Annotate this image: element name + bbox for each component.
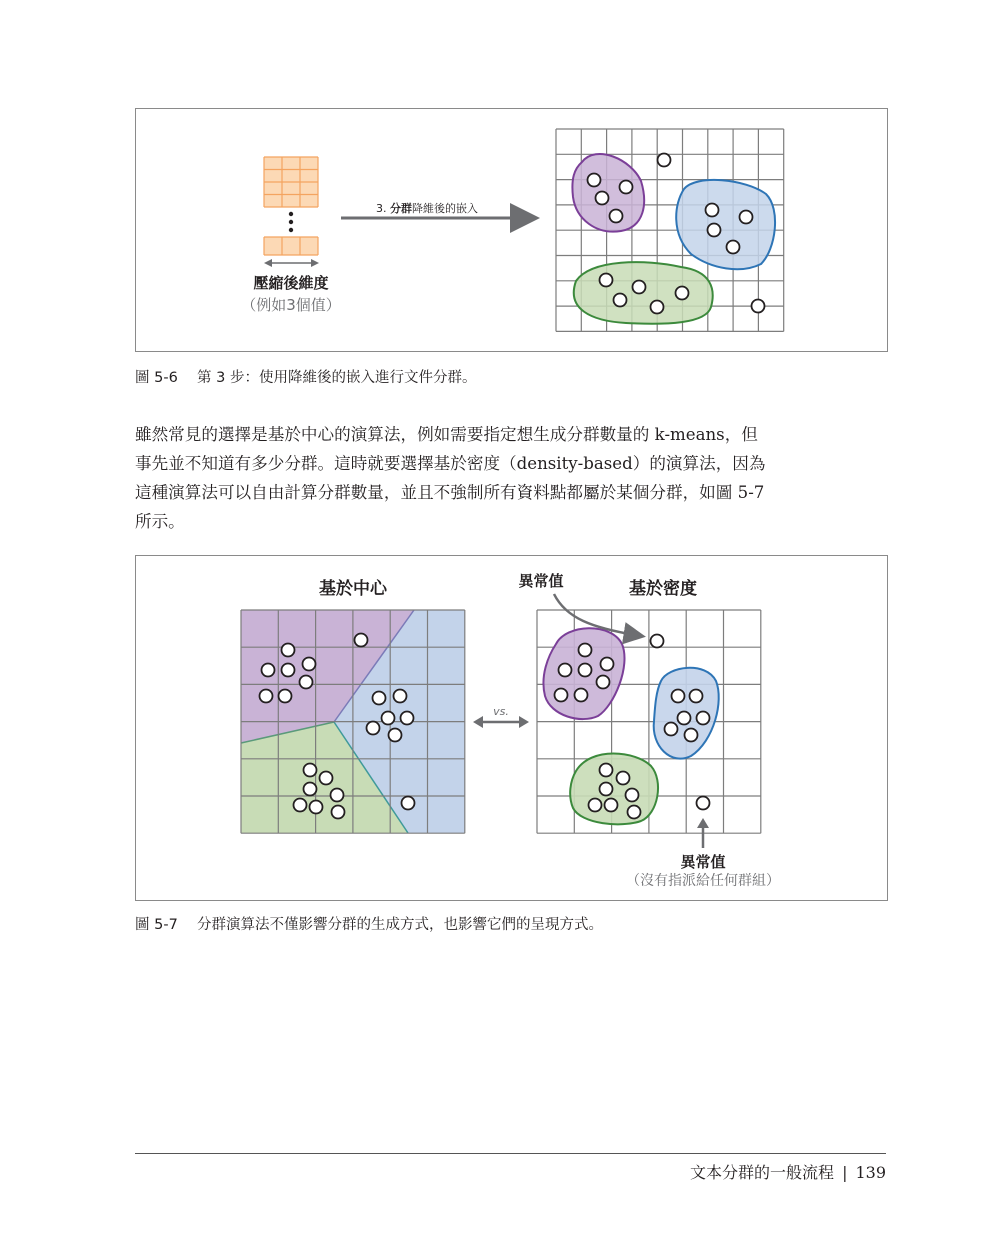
page-number: 139 — [855, 1163, 886, 1182]
data-point — [685, 729, 698, 742]
data-point — [579, 644, 592, 657]
caption-text: 第 3 步：使用降維後的嵌入進行文件分群。 — [197, 370, 477, 386]
data-point — [752, 300, 765, 313]
data-point — [367, 722, 380, 735]
body-paragraph — [135, 420, 886, 536]
data-point — [706, 204, 719, 217]
embedding-matrix-icon — [264, 157, 318, 207]
data-point — [600, 764, 613, 777]
data-point — [303, 658, 316, 671]
figure-5-6-caption — [135, 366, 476, 387]
data-point — [402, 797, 415, 810]
data-point — [610, 210, 623, 223]
density-cluster-green — [570, 754, 658, 825]
data-point — [262, 664, 275, 677]
data-point — [332, 806, 345, 819]
data-point — [282, 664, 295, 677]
body-line: 事先並不知道有多少分群。這時就要選擇基於密度（density-based）的演算法，因為 — [135, 454, 766, 473]
caption-text: 分群演算法不僅影響分群的生成方式，也影響它們的呈現方式。 — [197, 917, 603, 933]
figure-5-6-graphic — [136, 109, 887, 351]
data-point — [628, 806, 641, 819]
cluster-purple — [572, 154, 644, 232]
data-point — [697, 797, 710, 810]
data-point — [651, 301, 664, 314]
data-point — [304, 764, 317, 777]
data-point — [260, 690, 273, 703]
data-point — [651, 635, 664, 648]
footer-rule — [135, 1153, 886, 1154]
data-point — [589, 799, 602, 812]
data-point — [588, 174, 601, 187]
data-point — [678, 712, 691, 725]
data-point — [672, 690, 685, 703]
data-point — [617, 772, 630, 785]
vertical-dots-icon — [289, 212, 293, 232]
data-point — [382, 712, 395, 725]
data-point — [304, 783, 317, 796]
data-point — [600, 783, 613, 796]
data-point — [600, 274, 613, 287]
svg-text:3. 分群降維後的嵌入 — [376, 201, 478, 215]
data-point — [676, 287, 689, 300]
data-point — [389, 729, 402, 742]
data-point — [690, 690, 703, 703]
data-point — [282, 644, 295, 657]
data-point — [373, 692, 386, 705]
data-point — [697, 712, 710, 725]
dims-sublabel: （例如3個值） — [241, 296, 341, 314]
figure-5-7-caption — [135, 913, 603, 934]
data-point — [665, 723, 678, 736]
vs-label: vs. — [493, 705, 509, 718]
outlier-note: （沒有指派給任何群組） — [626, 873, 780, 889]
data-point — [605, 799, 618, 812]
data-point — [614, 294, 627, 307]
data-point — [597, 676, 610, 689]
outlier-label-bottom: 異常值 — [680, 853, 726, 871]
body-line: 雖然常見的選擇是基於中心的演算法，例如需要指定想生成分群數量的 k-means，但 — [135, 425, 758, 444]
data-point — [320, 772, 333, 785]
data-point — [401, 712, 414, 725]
data-point — [596, 192, 609, 205]
body-line: 所示。 — [135, 512, 185, 531]
data-point — [740, 211, 753, 224]
arrow-rest: 降維後的嵌入 — [412, 202, 478, 215]
data-point — [555, 689, 568, 702]
data-point — [310, 801, 323, 814]
data-point — [559, 664, 572, 677]
data-point — [394, 690, 407, 703]
reduced-embedding-row-icon — [264, 237, 318, 255]
data-point — [727, 241, 740, 254]
data-point — [708, 224, 721, 237]
data-point — [579, 664, 592, 677]
data-point — [279, 690, 292, 703]
data-point — [658, 154, 671, 167]
left-panel-title: 基於中心 — [319, 579, 387, 599]
footer-section-title: 文本分群的一般流程 — [690, 1163, 835, 1182]
page-footer — [690, 1160, 886, 1183]
caption-number: 圖 5-6 — [135, 370, 178, 386]
figure-5-6 — [135, 108, 888, 352]
caption-number: 圖 5-7 — [135, 917, 178, 933]
right-panel-title: 基於密度 — [629, 579, 697, 599]
data-point — [331, 789, 344, 802]
double-arrow-icon — [264, 259, 319, 267]
data-point — [620, 181, 633, 194]
body-line: 這種演算法可以自由計算分群數量，並且不強制所有資料點都屬於某個分群，如圖 5-7 — [135, 483, 765, 502]
data-point — [626, 789, 639, 802]
data-point — [294, 799, 307, 812]
outlier-label-top: 異常值 — [518, 572, 564, 590]
arrow-step: 3. — [376, 202, 387, 215]
figure-5-7-graphic — [136, 556, 887, 900]
data-point — [575, 689, 588, 702]
footer-separator: | — [842, 1163, 848, 1182]
arrow-bold: 分群 — [390, 202, 412, 215]
dims-label: 壓縮後維度 — [253, 274, 329, 292]
figure-5-7 — [135, 555, 888, 901]
data-point — [633, 281, 646, 294]
data-point — [355, 634, 368, 647]
cluster-arrow — [341, 201, 534, 218]
data-point — [601, 658, 614, 671]
data-point — [300, 676, 313, 689]
